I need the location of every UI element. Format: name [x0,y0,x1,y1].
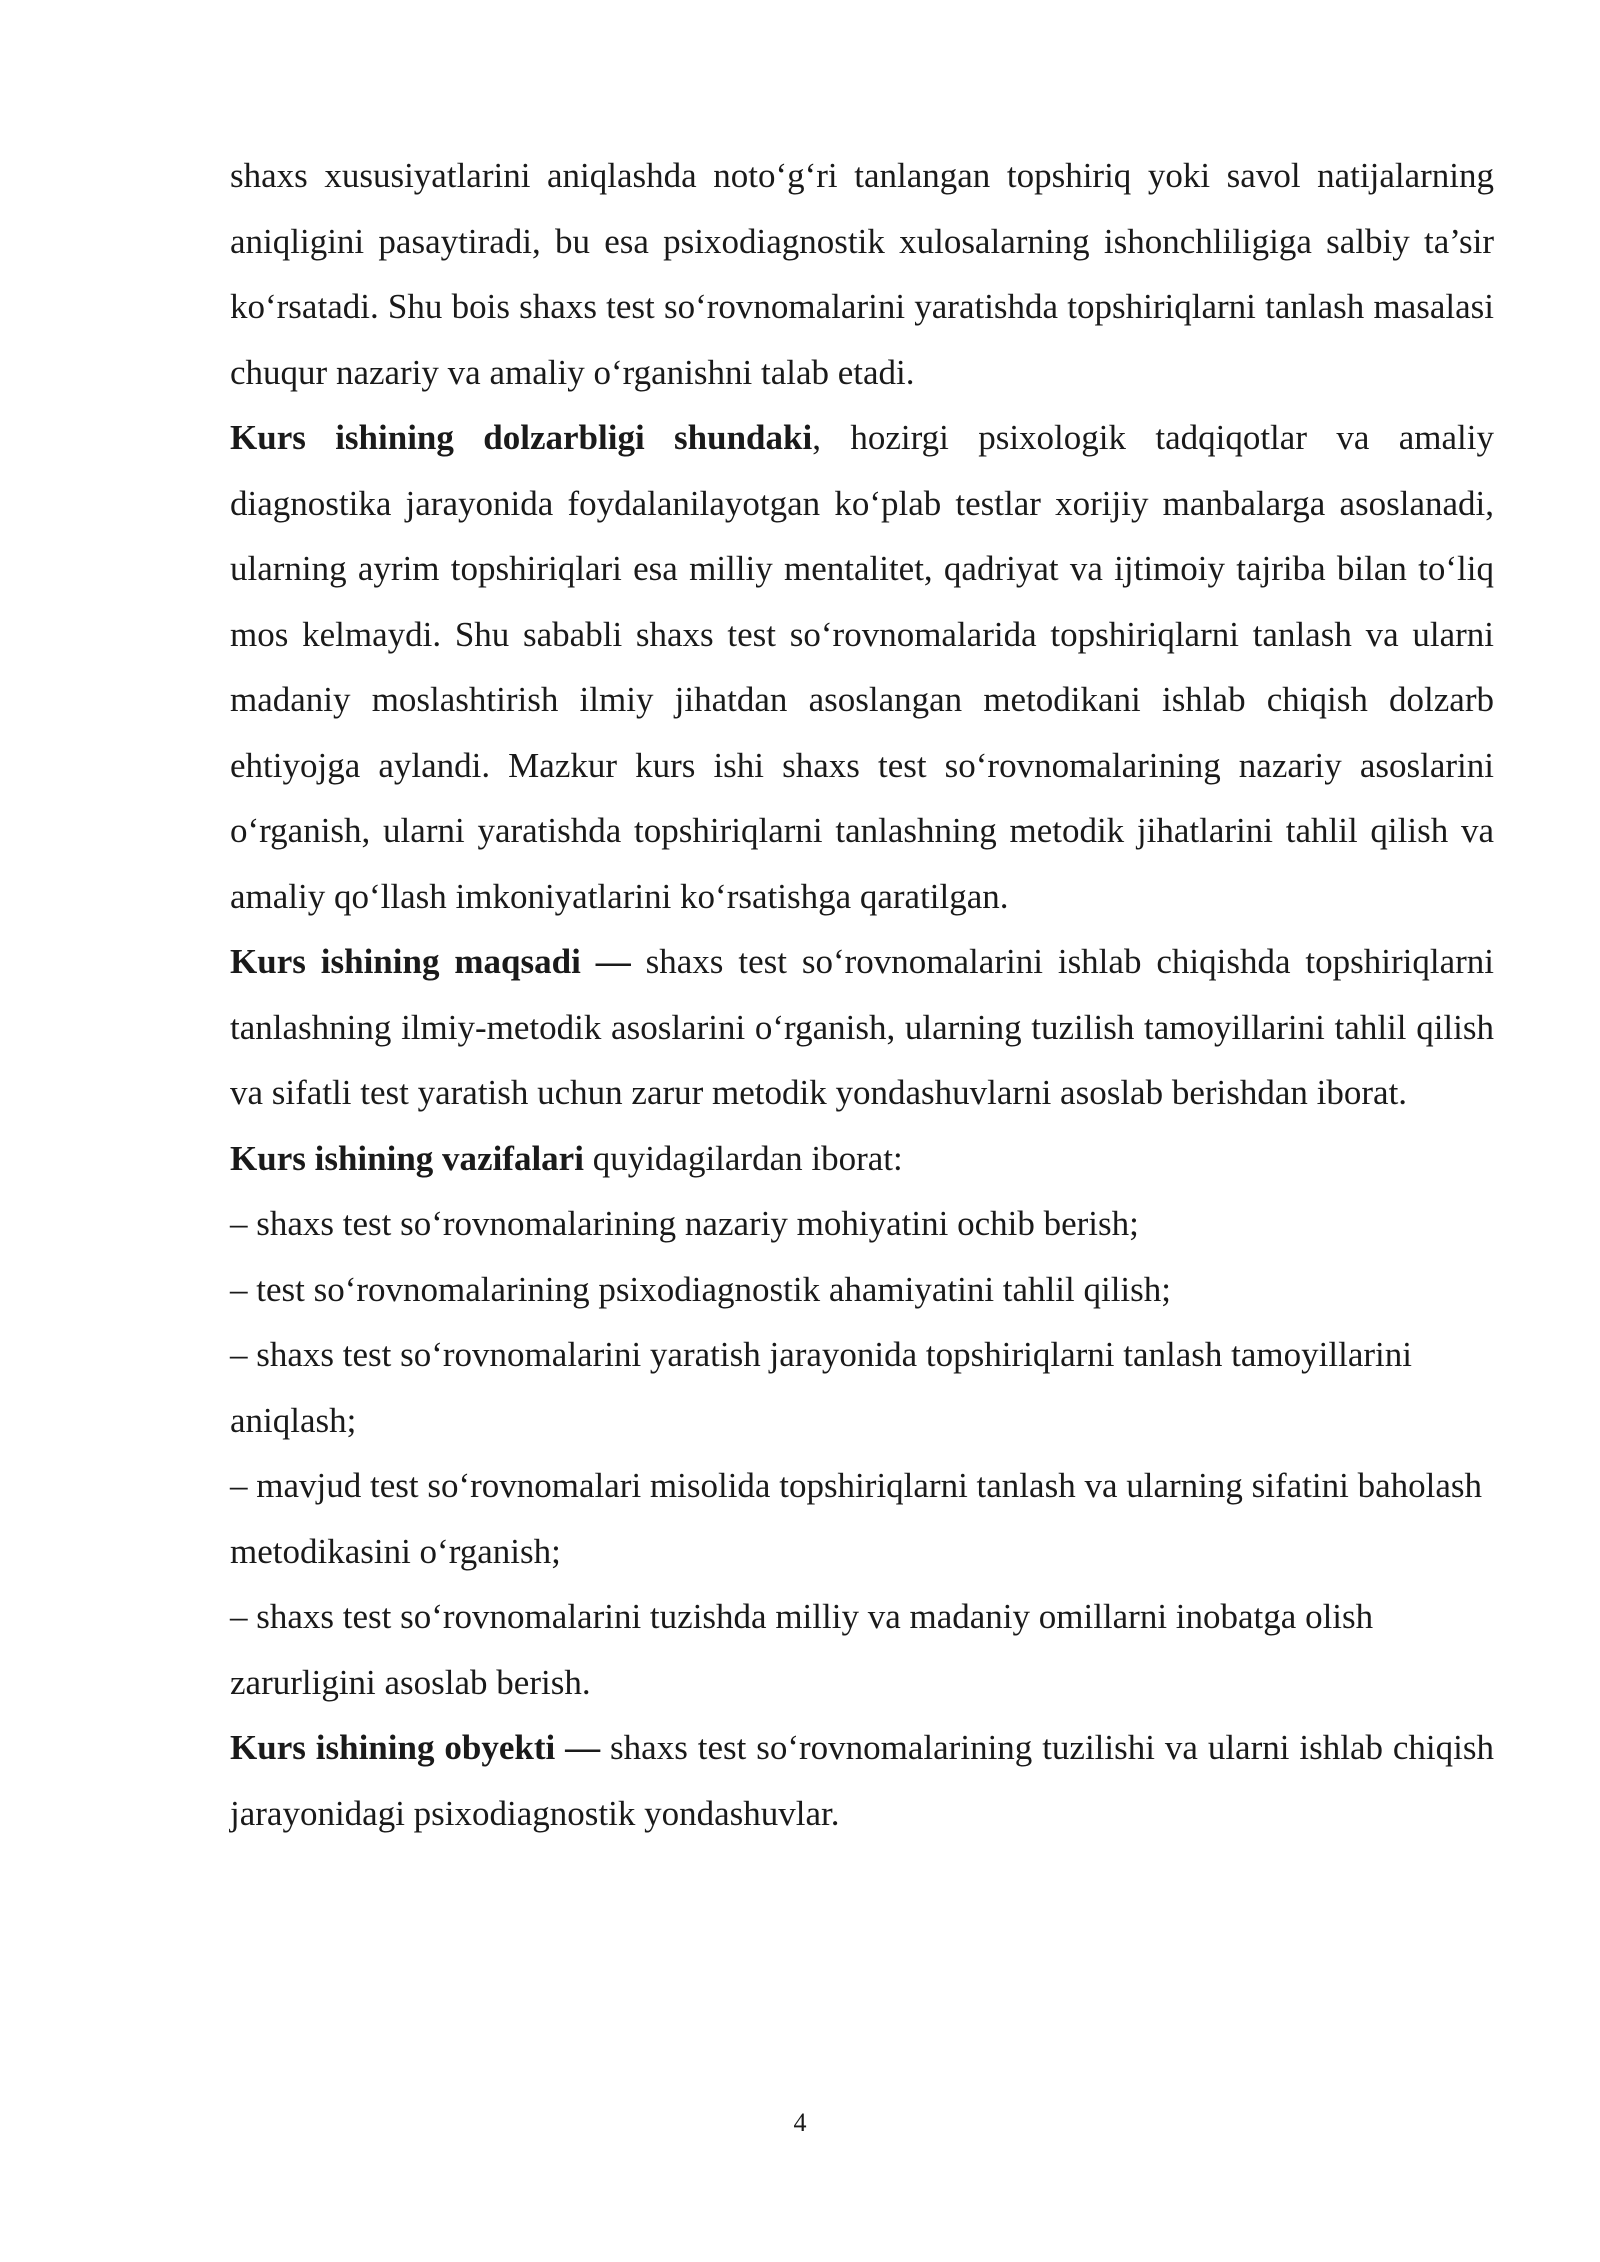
paragraph-intro: shaxs xususiyatlarini aniqlashda noto‘g‘ri tanlangan topshiriq yoki savol natijalarning aniqligini pasaytiradi, bu esa psixodiagnostik xulosalarning ishonchliligiga salbiy ta’sir ko‘rsatadi. Shu bois shaxs test so‘rovnomalarini yaratishda topshiriqlarni tanlash masalasi chuqur nazariy va amaliy o‘rganishni talab etadi. [230,156,1494,392]
tasks-heading: Kurs ishining vazifalari [230,1138,584,1178]
relevance-heading: Kurs ishining dolzarbligi shundaki [230,418,813,457]
page-number: 4 [793,2108,807,2137]
goal-text: shaxs test so‘rovnomalarini ishlab chiqishda topshiriqlarni tanlashning ilmiy-metodik asoslarini o‘rganish, ularning tuzilish tamoyillarini tahlil qilish va sifatli test yaratish uchun zarur metodik yondashuvlarni asoslab berishdan iborat. [230,942,1495,1112]
task-item: – test so‘rovnomalarining psixodiagnostik ahamiyatini tahlil qilish; [230,1269,1172,1309]
object-heading: Kurs ishining obyekti — [230,1728,601,1767]
goal-heading: Kurs ishining maqsadi — [230,942,631,981]
task-item: – shaxs test so‘rovnomalarini yaratish jarayonida topshiriqlarni tanlash tamoyillarini aniqlash; [230,1335,1412,1440]
tasks-text: quyidagilardan iborat: [583,1138,903,1178]
paragraph-relevance [230,405,1494,929]
relevance-text: , hozirgi psixologik tadqiqotlar va amaliy diagnostika jarayonida foydalanilayotgan ko‘plab testlar xorijiy manbalarga asoslanadi, ularning ayrim topshiriqlari esa milliy mentalitet, qadriyat va ijtimoiy tajriba bilan to‘liq mos kelmaydi. Shu sababli shaxs test so‘rovnomalarida topshiriqlarni tanlash va ularni madaniy moslashtirish ilmiy jihatdan asoslangan metodikani ishlab chiqish dolzarb ehtiyojga aylandi. Mazkur kurs ishi shaxs test so‘rovnomalarining nazariy asoslarini o‘rganish, ularni yaratishda topshiriqlarni tanlashning metodik jihatlarini tahlil qilish va amaliy qo‘llash imkoniyatlarini ko‘rsatishga qaratilgan. [230,418,1494,916]
object-text: shaxs test so‘rovnomalarining tuzilishi va ularni ishlab chiqish jarayonidagi psixodiagnostik yondashuvlar. [230,1728,1494,1833]
paragraph-tasks [230,1126,1494,1192]
task-item: – mavjud test so‘rovnomalari misolida topshiriqlarni tanlash va ularning sifatini baholash metodikasini o‘rganish; [230,1466,1482,1571]
task-item: – shaxs test so‘rovnomalarining nazariy mohiyatini ochib berish; [230,1204,1139,1243]
paragraph-object [230,1715,1494,1846]
body-text [230,143,1494,1846]
task-item: – shaxs test so‘rovnomalarini tuzishda milliy va madaniy omillarni inobatga olish zarurligini asoslab berish. [230,1597,1374,1702]
paragraph-goal [230,929,1494,1126]
